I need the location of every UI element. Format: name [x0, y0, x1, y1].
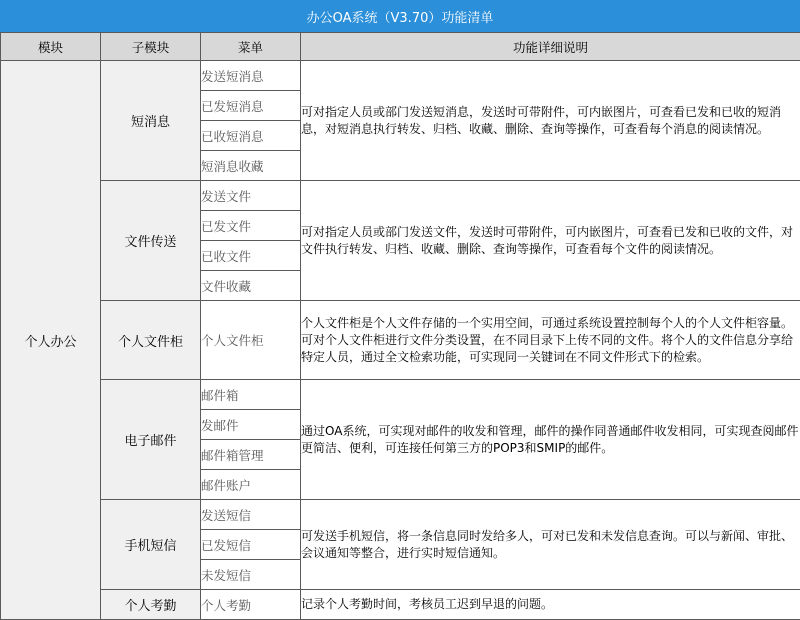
submodule-cell: 手机短信 — [101, 500, 201, 590]
description-cell: 可对指定人员或部门发送短消息，发送时可带附件，可内嵌图片，可查看已发和已收的短消息，对短消息执行转发、归档、收藏、删除、查询等操作，可查看每个消息的阅读情况。 — [301, 61, 800, 181]
submodule-cell: 文件传送 — [101, 181, 201, 301]
description-cell: 个人文件柜是个人文件存储的一个实用空间，可通过系统设置控制每个人的个人文件柜容量。可对个人文件柜进行文件分类设置，在不同目录下上传不同的文件。将个人的文件信息分享给特定人员，通过全文检索功能，可实现同一关键词在不同文件形式下的检索。 — [301, 301, 800, 380]
submodule-cell: 个人考勤 — [101, 590, 201, 620]
menu-item: 已发短消息 — [201, 91, 301, 121]
menu-item: 文件收藏 — [201, 271, 301, 301]
menu-item: 未发短信 — [201, 560, 301, 590]
page-title: 办公OA系统（V3.70）功能清单 — [0, 0, 800, 32]
table-row — [1, 61, 800, 91]
menu-item: 个人文件柜 — [201, 301, 301, 380]
menu-item: 发送文件 — [201, 181, 301, 211]
menu-item: 发邮件 — [201, 410, 301, 440]
description-cell: 可发送手机短信，将一条信息同时发给多人，可对已发和未发信息查询。可以与新闻、审批、会议通知等整合，进行实时短信通知。 — [301, 500, 800, 590]
function-list-table — [0, 32, 800, 620]
description-cell: 可对指定人员或部门发送文件，发送时可带附件，可内嵌图片，可查看已发和已收的文件，对文件执行转发、归档、收藏、删除、查询等操作，可查看每个文件的阅读情况。 — [301, 181, 800, 301]
table-row — [1, 590, 800, 620]
header-row — [1, 33, 800, 61]
menu-item: 邮件账户 — [201, 470, 301, 500]
description-cell: 记录个人考勤时间，考核员工迟到早退的问题。 — [301, 590, 800, 620]
menu-item: 已发短信 — [201, 530, 301, 560]
module-cell: 个人办公 — [1, 61, 101, 620]
header-description: 功能详细说明 — [301, 33, 800, 61]
menu-item: 已发文件 — [201, 211, 301, 241]
menu-item: 邮件箱 — [201, 380, 301, 410]
description-cell: 通过OA系统，可实现对邮件的收发和管理，邮件的操作同普通邮件收发相同，可实现查阅邮件更简洁、便利，可连接任何第三方的POP3和SMIP的邮件。 — [301, 380, 800, 500]
table-row — [1, 301, 800, 380]
header-module: 模块 — [1, 33, 101, 61]
menu-item: 已收文件 — [201, 241, 301, 271]
menu-item: 个人考勤 — [201, 590, 301, 620]
menu-item: 发送短信 — [201, 500, 301, 530]
header-submodule: 子模块 — [101, 33, 201, 61]
table-row — [1, 181, 800, 211]
table-row — [1, 380, 800, 410]
submodule-cell: 短消息 — [101, 61, 201, 181]
table-row — [1, 500, 800, 530]
submodule-cell: 个人文件柜 — [101, 301, 201, 380]
header-menu: 菜单 — [201, 33, 301, 61]
submodule-cell: 电子邮件 — [101, 380, 201, 500]
menu-item: 发送短消息 — [201, 61, 301, 91]
menu-item: 邮件箱管理 — [201, 440, 301, 470]
menu-item: 短消息收藏 — [201, 151, 301, 181]
menu-item: 已收短消息 — [201, 121, 301, 151]
